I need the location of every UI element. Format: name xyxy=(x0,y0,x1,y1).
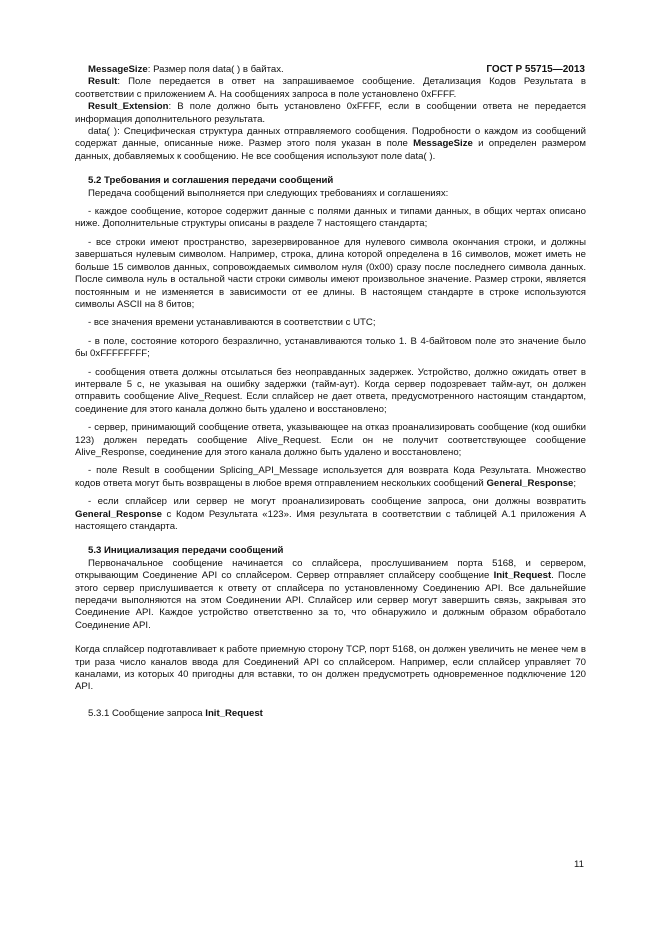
item-text: ; xyxy=(573,477,577,489)
item-text: с Кодом Результата «123». Имя результата в соответствии с таблицей А.1 приложения А настоящего стандарта. xyxy=(75,508,586,532)
subsection-text: 5.3.1 Сообщение запроса xyxy=(88,707,206,719)
list-item xyxy=(75,465,586,490)
field-text: data( ): Специфическая структура данных отправляемого сообщения. Подробности о каждом из сообщений содержат данные, описанные ниже. Размер этого поля указан в поле xyxy=(75,126,586,150)
item-text: - если сплайсер или сервер не могут проанализировать сообщение запроса, они должны возвратить xyxy=(88,496,586,508)
item-text: - поле Result в сообщении Splicing_API_Message используется для возврата Кода Результата. Множество кодов ответа могут быть возвращены в любое время отправлением нескольких сообщений xyxy=(75,465,586,489)
paragraph-text: Первоначальное сообщение начинается со сплайсера, прослушиванием порта 5168, и сервером, открывающим Соединение API со сплайсером. Сервер отправляет сплайсеру сообщение xyxy=(75,557,586,582)
term: General_Response xyxy=(486,477,574,489)
section-heading-5-2: 5.2 Требования и соглашения передачи сообщений xyxy=(88,175,334,187)
field-text: и определен размером данных, добавляемых к сообщению. Не все сообщения используют поле data( ). xyxy=(75,138,587,162)
field-result-extension xyxy=(75,101,586,126)
field-text: : Размер поля data( ) в байтах. xyxy=(147,64,284,75)
list-item: - все значения времени устанавливаются в соответствии с UTC; xyxy=(88,317,376,329)
page-number: 11 xyxy=(574,859,584,870)
paragraph: Когда сплайсер подготавливает к работе приемную сторону TCP, порт 5168, он должен увеличить не менее чем в три раза число каналов ввода для Соединений API со сплайсером. Например, если сплайсер управляет 70 каналами, из которых 40 пригодны для вставки, то он должен предусмотреть одновременное подключение 120 API. xyxy=(75,644,586,693)
list-item xyxy=(75,496,586,533)
section-heading-5-3: 5.3 Инициализация передачи сообщений xyxy=(88,545,284,557)
term: Init_Request xyxy=(205,707,263,719)
term: General_Response xyxy=(75,508,162,520)
paragraph-text: . После этого сервер прислушивается к ответу от сплайсера по установленному Соединению API. Все дальнейшие передачи выполняются на этом Соединении API. Сплайсер или сервер могут завершить связь, закрывая это Соединение API. Каждое устройство ответственно за то, что обнаружило и должным образом обработало Соединение API. xyxy=(75,570,586,631)
list-item: - все строки имеют пространство, зарезервированное для нулевого символа окончания строки, и должны завершаться нулевым символом. Например, строка, длина которой определена в 16 символов, может иметь не больше 15 символов данных, сопровождаемых символом нуля (0x00) сразу после последнего символа данных. После символа нуль в остальной части строки символы имеют произвольное значение. Размер строки, является постоянным и не изменяется в зависимости от ее длины. В настоящем стандарте в строке используются символы ASCII на 8 битов; xyxy=(75,236,586,310)
list-item: - сообщения ответа должны отсылаться без неоправданных задержек. Устройство, должно ожидать ответ в интервале 5 с, не указывая на ошибку задержки (тайм-аут). Когда сервер подозревает тайм-аут, он должен отправить сообщение Alive_Request. Если сплайсер не дает ответа, предусмотренного настоящим стандартом, соединение для этого канала должно быть удалено и восстановлено; xyxy=(75,366,586,415)
term: Init_Request xyxy=(493,570,552,582)
term: Result_Extension xyxy=(88,101,169,113)
section-intro: Передача сообщений выполняется при следующих требованиях и соглашениях: xyxy=(88,187,449,199)
term: MessageSize xyxy=(413,138,473,150)
document-body xyxy=(75,64,586,720)
field-text: : Поле передается в ответ на запрашиваемое сообщение. Детализация Кодов Результата в соответствии с приложением А. На сообщениях запроса в поле установлено 0xFFFF. xyxy=(75,76,586,100)
subsection-heading-5-3-1 xyxy=(75,708,586,720)
term: Result xyxy=(88,76,118,88)
paragraph xyxy=(75,558,586,632)
field-result xyxy=(75,76,586,101)
term: MessageSize xyxy=(88,64,148,75)
list-item: - каждое сообщение, которое содержит данные с полями данных и типами данных, в общих чертах описано ниже. Дополнительные структуры описаны в разделе 7 настоящего стандарта; xyxy=(75,206,586,230)
field-message-size xyxy=(75,64,586,76)
field-text: : В поле должно быть установлено 0xFFFF, если в сообщении ответа не передается информация дополнительного результата. xyxy=(75,101,586,125)
list-item: - сервер, принимающий сообщение ответа, указывающее на отказ проанализировать сообщение (код ошибки 123) должен передать сообщение Alive_Request. Если он не получит соответствующее сообщение Alive_Response, соединение для этого канала должно быть удалено и восстановлено; xyxy=(75,422,586,458)
field-data xyxy=(75,126,586,163)
list-item: - в поле, состояние которого безразлично, устанавливаются только 1. В 4-байтовом поле это значение было бы 0xFFFFFFFF; xyxy=(75,335,586,360)
standard-header: ГОСТ Р 55715—2013 xyxy=(486,64,585,75)
